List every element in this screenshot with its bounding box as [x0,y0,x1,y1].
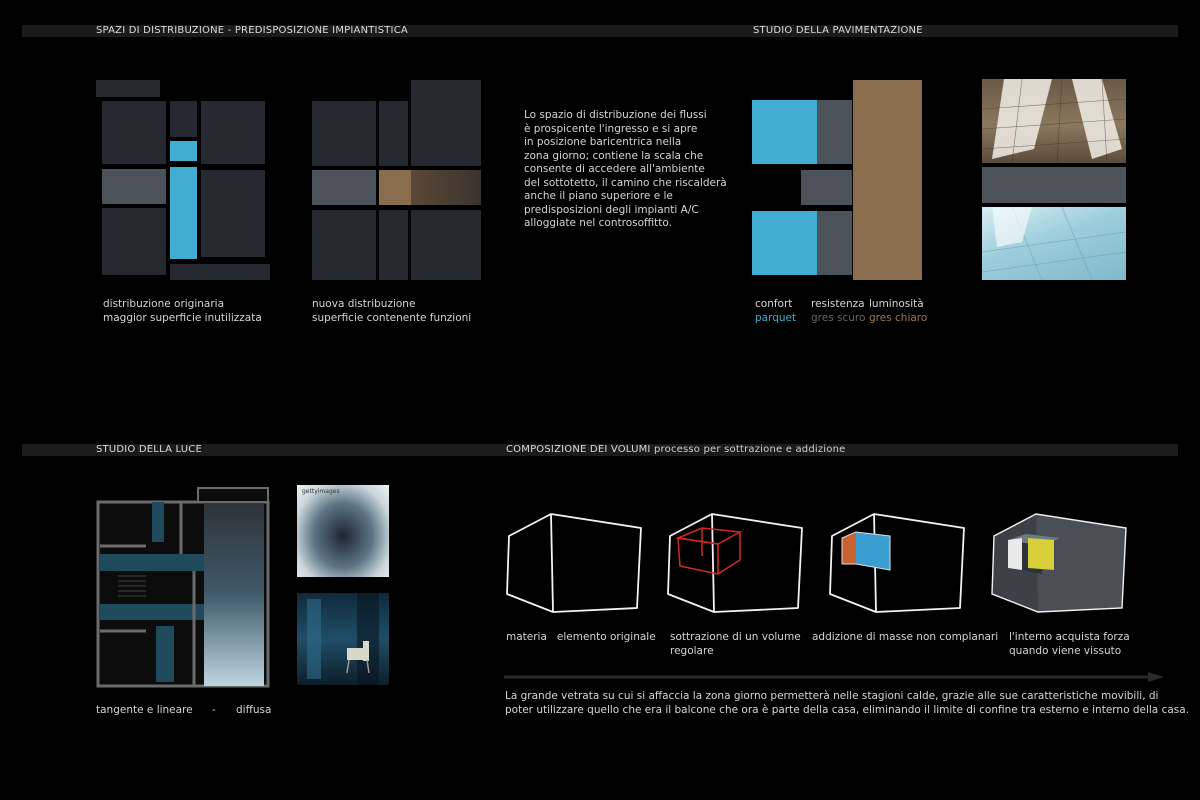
photo-watermark: gettyimages [302,488,340,495]
plan1-block [96,80,160,97]
volume-paragraph-line1: La grande vetrata su cui si affaccia la zona giorno permetterà nelle stagioni calde, grazie alle sue caratteristiche movibili, di [505,690,1159,702]
description-line: è prospicente l'ingresso e si apre [524,122,698,135]
volume-step-2 [664,508,804,616]
description-line: predisposizioni degli impianti A/C [524,203,699,216]
plan1-block [201,101,265,164]
plan1-block [201,170,265,257]
volume-step-4 [988,508,1128,616]
plan1-block [102,208,166,275]
plan1-grey-block [102,169,166,204]
plan2-grey-block [312,170,376,205]
chair-icon [297,593,389,685]
flooring-gres-chiaro [853,80,922,280]
plan2-block [312,210,376,280]
volume-step-1 [503,508,643,616]
arrow-right-icon [504,672,1164,682]
legend-parquet: parquet [755,312,797,324]
volume-step-4-caption-1: l'interno acquista forza [1009,631,1130,643]
plan1-block [102,101,166,164]
light-plan-drawing [96,486,272,688]
volume-step-1-caption: materia elemento originale [506,631,656,643]
light-caption-left: tangente e lineare [96,704,193,716]
plan2-brown-fireplace [379,170,411,205]
cube-addition-icon [826,508,966,616]
plan2-block [411,80,481,166]
light-caption-dash: - [212,704,216,716]
flooring-grey-band [982,167,1126,203]
volume-step-3-caption: addizione di masse non complanari [812,631,999,643]
legend-luminosita: luminosità [869,298,924,310]
plan2-block [312,101,376,166]
flooring-gres-scuro-top [817,100,852,164]
plan2-block [379,101,408,166]
header-composizione-main: COMPOSIZIONE DEI VOLUMI [506,444,651,455]
flooring-parquet-bottom [752,211,817,275]
process-arrow [504,667,1164,677]
distribution-description [524,109,727,231]
header-composizione-sub: processo per sottrazione e addizione [653,444,846,455]
floor-grid-icon [982,207,1126,280]
plan1-blue-corridor [170,167,197,259]
flooring-diagram [752,80,922,280]
description-line: anche il piano superiore e le [524,190,673,202]
volume-step-2-caption-2: regolare [670,645,714,657]
feet-silhouette-icon [982,79,1126,163]
plan2-block [379,210,408,280]
light-study-plan [96,486,272,688]
plan1-caption-line2: maggior superficie inutilizzata [103,312,262,324]
legend-gres-chiaro: gres chiaro [869,312,928,324]
volume-step-4-caption-2: quando viene vissuto [1009,645,1122,657]
plan2-brown-gradient [411,170,481,205]
light-caption-right: diffusa [236,704,272,716]
description-line: zona giorno; contiene la scala che [524,149,704,162]
light-photo-tangent [297,593,389,685]
description-line: in posizione baricentrica nella [524,136,682,148]
header-studio-pavimentazione: STUDIO DELLA PAVIMENTAZIONE [753,25,923,36]
flooring-photo-blue [982,207,1126,280]
plan1-block [170,264,270,280]
volume-step-3 [826,508,966,616]
description-line: del sottotetto, il camino che riscalderà [524,176,727,189]
cube-subtraction-icon [664,508,804,616]
plan-new [312,80,482,282]
legend-confort: confort [755,298,793,310]
plan1-block [170,101,197,137]
header-studio-luce: STUDIO DELLA LUCE [96,444,202,455]
flooring-gres-scuro-mid [801,170,852,205]
plan1-blue-stair [170,141,197,161]
plan2-caption-line2: superficie contenente funzioni [312,312,472,324]
legend-resistenza: resistenza [811,298,865,310]
cube-outline-icon [503,508,643,616]
flooring-gres-scuro-bottom [817,211,852,275]
volume-step-2-caption-1: sottrazione di un volume [670,631,801,643]
flooring-parquet-top [752,100,817,164]
volume-paragraph-line2: poter utilizzare quello che era il balcone che ora è parte della casa, eliminando il limite di confine tra esterno e interno della casa. [505,704,1190,716]
description-line: Lo spazio di distribuzione dei flussi [524,109,707,121]
plan2-block [411,210,481,280]
plan1-caption-line1: distribuzione originaria [103,298,225,310]
plan-original [96,78,276,283]
header-spazi-distribuzione: SPAZI DI DISTRIBUZIONE - PREDISPOSIZIONE IMPIANTISTICA [96,25,408,36]
description-line: alloggiate nel controsoffitto. [524,217,672,229]
flooring-photo-tiles [982,79,1126,163]
header-composizione-volumi [506,444,846,456]
cube-solid-icon [988,508,1128,616]
legend-gres-scuro: gres scuro [811,312,866,324]
description-line: consente di accedere all'ambiente [524,163,705,175]
light-photo-diffuse [297,485,389,577]
plan2-caption-line1: nuova distribuzione [312,298,416,310]
